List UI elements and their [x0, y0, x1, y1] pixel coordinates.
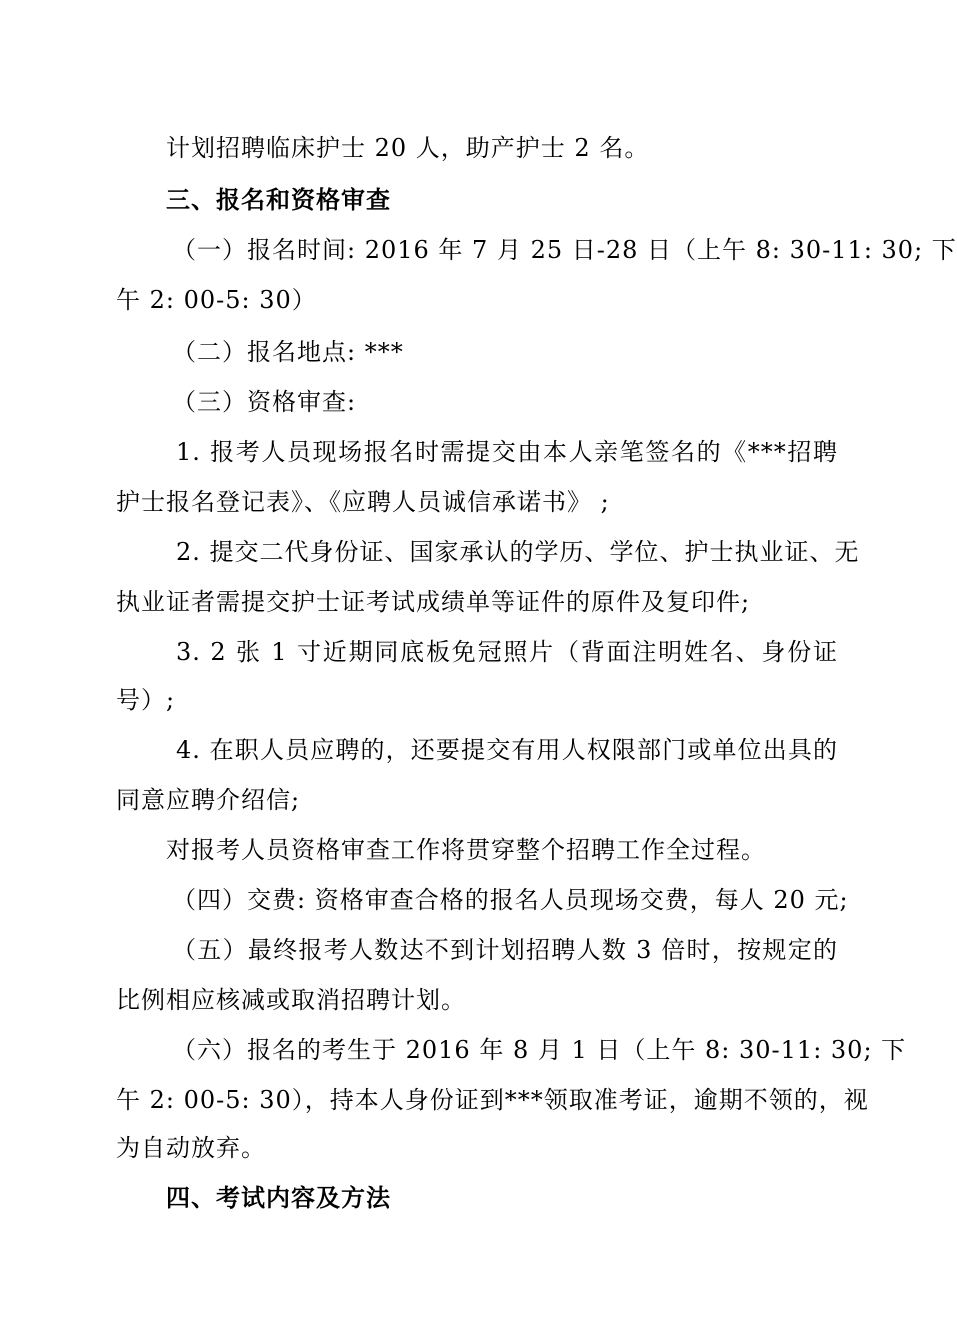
requirement-2-line-2: 执业证者需提交护士证考试成绩单等证件的原件及复印件; [116, 588, 751, 616]
registration-time-line-1: （一）报名时间: 2016 年 7 月 25 日-28 日（上午 8: 30-11: 30; 下 [172, 236, 957, 264]
review-note: 对报考人员资格审查工作将贯穿整个招聘工作全过程。 [166, 836, 766, 864]
quota-paragraph-line-1: （五）最终报考人数达不到计划招聘人数 3 倍时，按规定的 [172, 936, 838, 964]
requirement-1-line-1: 1. 报考人员现场报名时需提交由本人亲笔签名的《***招聘 [176, 438, 838, 466]
fee-paragraph: （四）交费: 资格审查合格的报名人员现场交费，每人 20 元; [172, 886, 849, 914]
requirement-1-line-2: 护士报名登记表》、《应聘人员诚信承诺书》 ; [116, 488, 610, 516]
qualification-review-heading: （三）资格审查: [172, 388, 357, 416]
paragraph-recruitment-plan: 计划招聘临床护士 20 人，助产护士 2 名。 [166, 134, 650, 162]
admission-ticket-line-1: （六）报名的考生于 2016 年 8 月 1 日（上午 8: 30-11: 30; 下 [172, 1036, 907, 1064]
requirement-3-line-1: 3. 2 张 1 寸近期同底板免冠照片（背面注明姓名、身份证 [176, 638, 838, 666]
requirement-3-line-2: 号）; [116, 686, 176, 714]
requirement-4-line-1: 4. 在职人员应聘的，还要提交有用人权限部门或单位出具的 [176, 736, 838, 764]
registration-location: （二）报名地点: *** [172, 338, 404, 366]
admission-ticket-line-3: 为自动放弃。 [116, 1134, 266, 1162]
requirement-2-line-1: 2. 提交二代身份证、国家承认的学历、学位、护士执业证、无 [176, 538, 860, 566]
requirement-4-line-2: 同意应聘介绍信; [116, 786, 301, 814]
section-heading-exam: 四、考试内容及方法 [166, 1184, 391, 1212]
registration-time-line-2: 午 2: 00-5: 30） [116, 286, 317, 314]
section-heading-registration: 三、报名和资格审查 [166, 186, 391, 214]
quota-paragraph-line-2: 比例相应核减或取消招聘计划。 [116, 986, 466, 1014]
admission-ticket-line-2: 午 2: 00-5: 30），持本人身份证到***领取准考证，逾期不领的，视 [116, 1086, 869, 1114]
